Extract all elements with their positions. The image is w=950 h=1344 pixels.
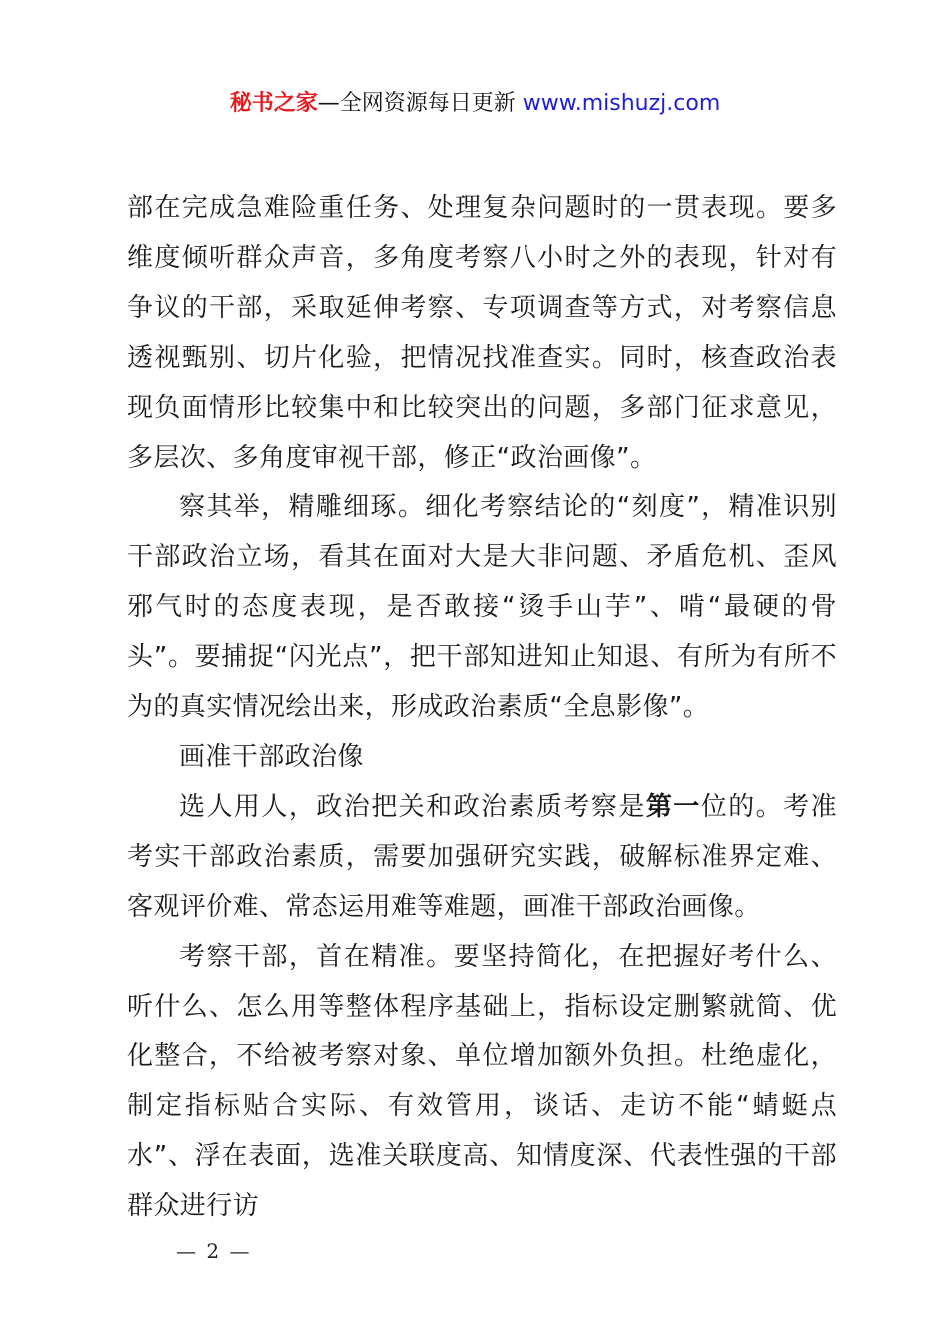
site-header: [0, 86, 950, 122]
brand-name: 秘书之家: [229, 91, 318, 116]
bold-emphasis: 第一: [645, 791, 701, 822]
paragraph-text: 选人用人，政治把关和政治素质考察是: [179, 791, 646, 822]
paragraph: 察其举，精雕细琢。细化考察结论的“刻度”，精准识别干部政治立场，看其在面对大是大非问题、矛盾危机、歪风邪气时的态度表现，是否敢接“烫手山芋”、啃“最硬的骨头”。要捕捉“闪光点”，把干部知进知止知退、有所为有所不为的真实情况绘出来，形成政治素质“全息影像”。: [127, 492, 837, 723]
section-heading: 画准干部政治像: [179, 741, 364, 772]
document-body: [127, 184, 837, 1232]
paragraph-text: 位的。考准考实干部政治素质，需要加强研究实践，破解标准界定难、客观评价难、常态运用难等难题，画准干部政治画像。: [127, 791, 837, 922]
paragraph: 考察干部，首在精准。要坚持简化，在把握好考什么、听什么、怎么用等整体程序基础上，指标设定删繁就简、优化整合，不给被考察对象、单位增加额外负担。杜绝虚化，制定指标贴合实际、有效管用，谈话、走访不能“蜻蜓点水”、浮在表面，选准关联度高、知情度深、代表性强的干部群众进行访: [127, 941, 837, 1222]
paragraph: [127, 783, 837, 933]
header-tagline: —全网资源每日更新: [317, 91, 523, 116]
page-number: — 2 —: [176, 1239, 252, 1263]
paragraph-continuation: 部在完成急难险重任务、处理复杂问题时的一贯表现。要多维度倾听群众声音，多角度考察八小时之外的表现，针对有争议的干部，采取延伸考察、专项调查等方式，对考察信息透视甄别、切片化验，把情况找准查实。同时，核查政治表现负面情形比较集中和比较突出的问题，多部门征求意见，多层次、多角度审视干部，修正“政治画像”。: [127, 193, 837, 473]
site-url-link[interactable]: www.mishuzj.com: [522, 91, 721, 116]
